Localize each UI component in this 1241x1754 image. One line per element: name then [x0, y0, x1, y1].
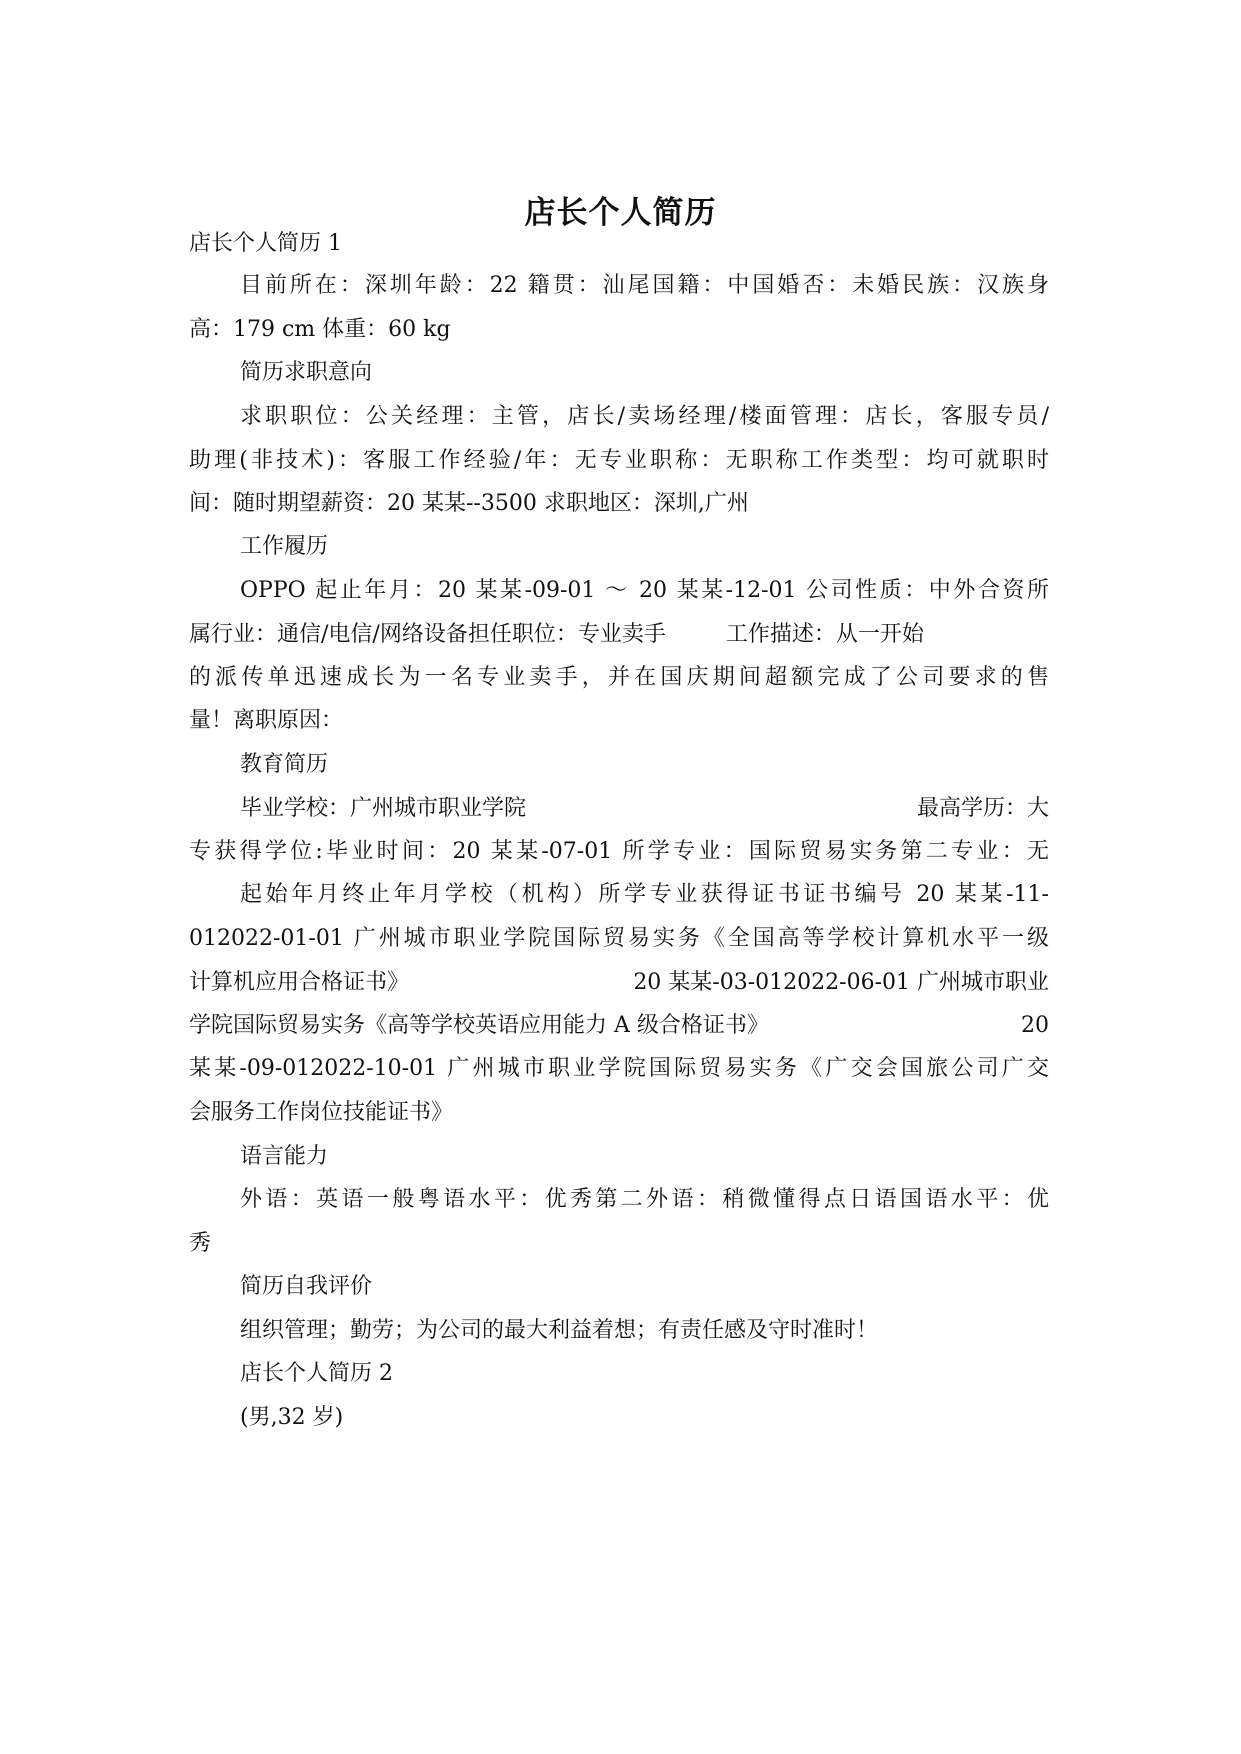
- paragraph-line: 起始年月终止年月学校（机构）所学专业获得证书证书编号 20 某某-11-: [240, 882, 1049, 907]
- paragraph-line: 高：179 cm 体重：60 kg: [189, 317, 451, 342]
- paragraph-line: [189, 1011, 1049, 1041]
- paragraph-line: (男,32 岁): [240, 1405, 344, 1430]
- paragraph-line: 间：随时期望薪资：20 某某--3500 求职地区：深圳,广州: [189, 491, 749, 516]
- paragraph-line: [240, 794, 1049, 824]
- line-segment: 计算机应用合格证书》: [189, 970, 410, 995]
- section-heading-language: 语言能力: [240, 1144, 329, 1169]
- line-segment: 学院国际贸易实务《高等学校英语应用能力 A 级合格证书》: [189, 1013, 769, 1038]
- line-segment: 最高学历：大: [916, 796, 1049, 821]
- line-segment: 20: [1021, 1013, 1049, 1038]
- line-segment: 属行业：通信/电信/网络设备担任职位：专业卖手: [189, 622, 666, 647]
- section-heading-education: 教育简历: [240, 752, 329, 777]
- line-segment: 20 某某-03-012022-06-01 广州城市职业: [633, 970, 1049, 995]
- paragraph-line: 会服务工作岗位技能证书》: [189, 1100, 454, 1125]
- paragraph-line: OPPO 起止年月：20 某某-09-01 ～ 20 某某-12-01 公司性质：中外合资所: [240, 578, 1049, 603]
- document-title: 店长个人简历: [524, 195, 717, 231]
- paragraph-line: 外语：英语一般粤语水平：优秀第二外语：稍微懂得点日语国语水平：优: [240, 1187, 1049, 1212]
- line-segment: 工作描述：从一开始: [725, 622, 924, 647]
- paragraph-line: 专获得学位:毕业时间：20 某某-07-01 所学专业：国际贸易实务第二专业：无: [189, 839, 1049, 864]
- paragraph-line: 组织管理；勤劳；为公司的最大利益着想；有责任感及守时准时！: [240, 1318, 879, 1343]
- paragraph-line: [189, 620, 1049, 650]
- paragraph-line: 某某-09-012022-10-01 广州城市职业学院国际贸易实务《广交会国旅公司广交: [189, 1056, 1049, 1081]
- paragraph-line: 012022-01-01 广州城市职业学院国际贸易实务《全国高等学校计算机水平一级: [189, 926, 1049, 951]
- paragraph-line: 量！离职原因：: [189, 708, 344, 733]
- paragraph-line: [189, 968, 1049, 998]
- section-heading-work-history: 工作履历: [240, 534, 329, 559]
- section-heading-job-intention: 简历求职意向: [240, 360, 373, 385]
- paragraph-line: 求职职位：公关经理：主管，店长/卖场经理/楼面管理：店长，客服专员/: [240, 404, 1049, 429]
- section-heading-self-evaluation: 简历自我评价: [240, 1274, 373, 1299]
- section-heading-resume-1: 店长个人简历 1: [189, 231, 342, 256]
- paragraph-line: 目前所在：深圳年龄：22 籍贯：汕尾国籍：中国婚否：未婚民族：汉族身: [240, 273, 1049, 298]
- paragraph-line: 秀: [189, 1231, 212, 1256]
- paragraph-line: 助理(非技术)：客服工作经验/年：无专业职称：无职称工作类型：均可就职时: [189, 448, 1049, 473]
- line-segment: 毕业学校：广州城市职业学院: [240, 796, 527, 821]
- section-heading-resume-2: 店长个人简历 2: [240, 1361, 393, 1386]
- paragraph-line: 的派传单迅速成长为一名专业卖手，并在国庆期间超额完成了公司要求的售: [189, 665, 1049, 690]
